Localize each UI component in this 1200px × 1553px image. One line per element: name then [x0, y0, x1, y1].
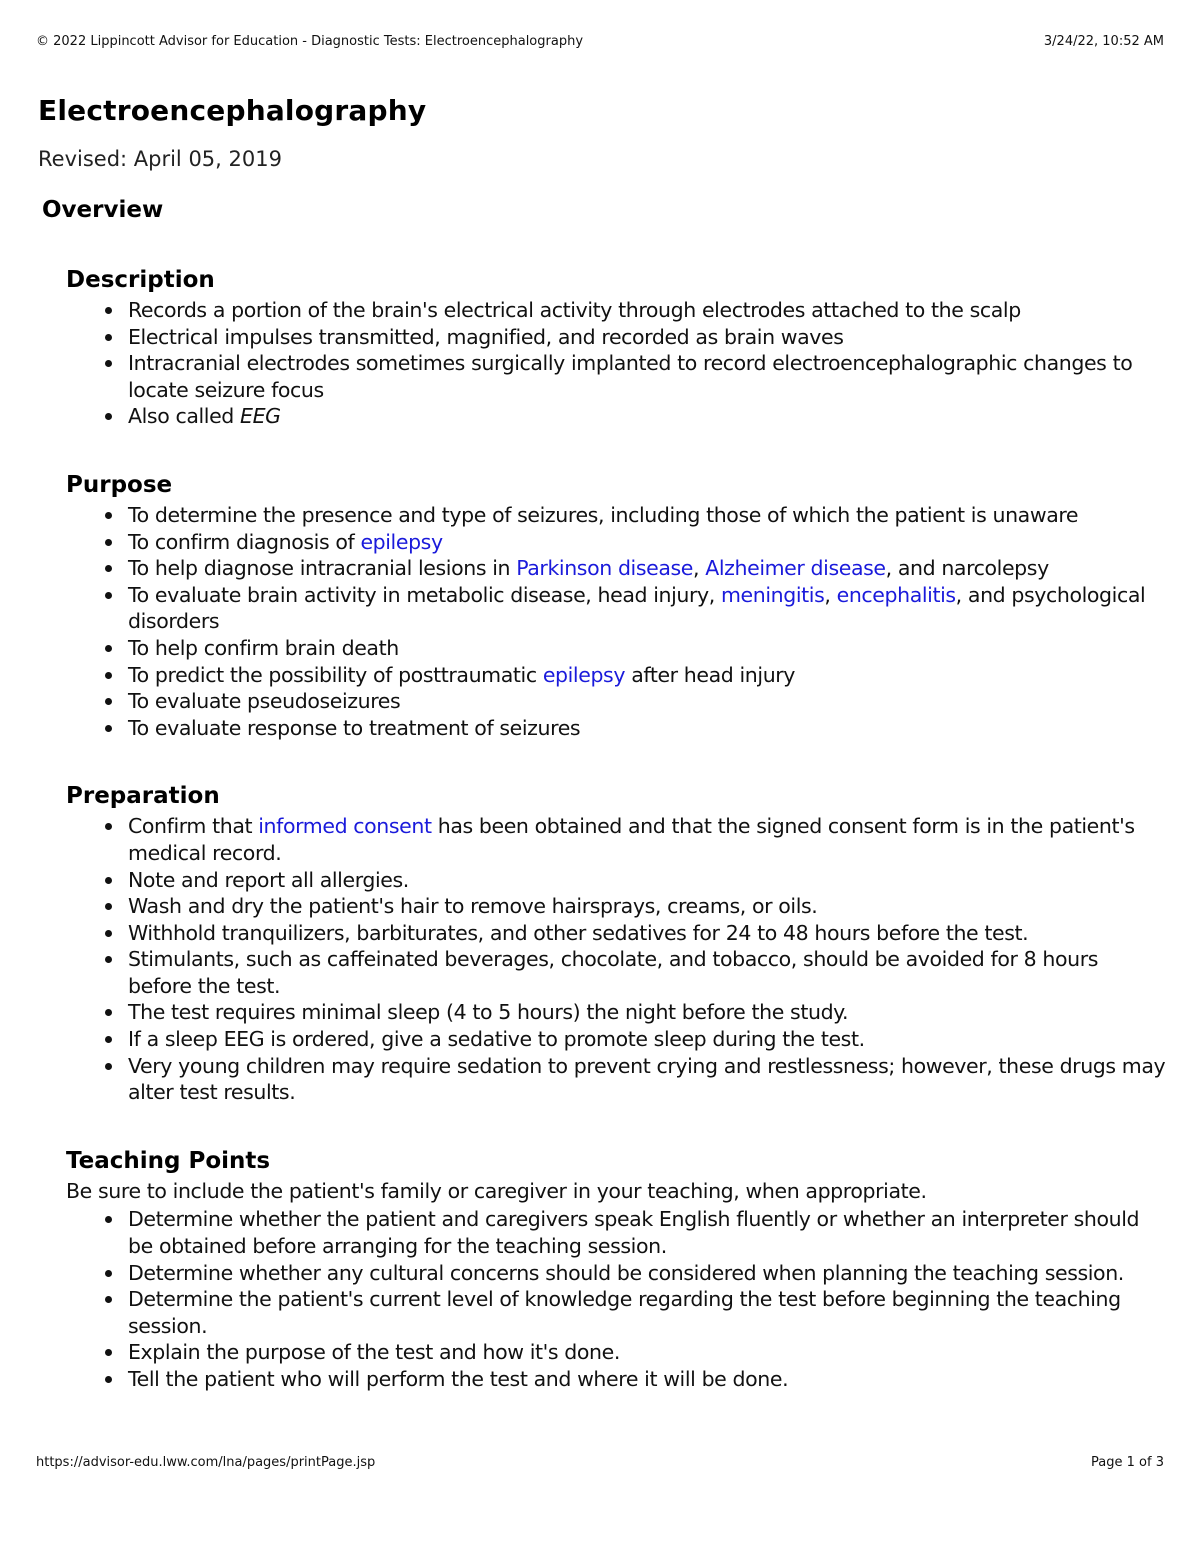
- list-item: Stimulants, such as caffeinated beverages, chocolate, and tobacco, should be avoided for 8 hours before the test.: [66, 946, 1166, 999]
- list-item: To evaluate brain activity in metabolic disease, head injury, meningitis, encephalitis, and psychological disorders: [66, 582, 1166, 635]
- teaching-points-heading: Teaching Points: [66, 1147, 271, 1174]
- purpose-section: [66, 470, 1166, 741]
- list-item: Determine whether the patient and caregivers speak English fluently or whether an interpreter should be obtained before arranging for the teaching session.: [66, 1206, 1166, 1259]
- list-item: If a sleep EEG is ordered, give a sedative to promote sleep during the test.: [66, 1026, 1166, 1053]
- list-item: Records a portion of the brain's electrical activity through electrodes attached to the scalp: [66, 297, 1166, 324]
- list-item: Very young children may require sedation to prevent crying and restlessness; however, these drugs may alter test results.: [66, 1053, 1166, 1106]
- parkinson-disease-link[interactable]: Parkinson disease: [516, 556, 693, 581]
- description-heading: Description: [66, 267, 215, 293]
- description-list: [66, 297, 1166, 430]
- alzheimer-disease-link[interactable]: Alzheimer disease: [705, 556, 886, 581]
- list-item: To confirm diagnosis of epilepsy: [66, 529, 1166, 556]
- list-item: Determine whether any cultural concerns should be considered when planning the teaching session.: [66, 1260, 1166, 1287]
- informed-consent-link[interactable]: informed consent: [258, 814, 432, 839]
- list-item: To help confirm brain death: [66, 635, 1166, 662]
- list-item: To predict the possibility of posttraumatic epilepsy after head injury: [66, 662, 1166, 689]
- preparation-list: [66, 813, 1166, 1106]
- page-number: Page 1 of 3: [1091, 1455, 1164, 1470]
- list-item: The test requires minimal sleep (4 to 5 hours) the night before the study.: [66, 999, 1166, 1026]
- list-item: Explain the purpose of the test and how it's done.: [66, 1339, 1166, 1366]
- also-called-text: Also called: [128, 404, 241, 429]
- epilepsy-link[interactable]: epilepsy: [360, 529, 443, 554]
- list-item: Determine the patient's current level of knowledge regarding the test before beginning the teaching session.: [66, 1286, 1166, 1339]
- teaching-points-section: [66, 1146, 1166, 1393]
- teaching-intro: Be sure to include the patient's family or caregiver in your teaching, when appropriate.: [66, 1178, 927, 1203]
- purpose-list: [66, 502, 1166, 741]
- list-item: To evaluate pseudoseizures: [66, 688, 1166, 715]
- footer-url: https://advisor-edu.lww.com/lna/pages/printPage.jsp: [36, 1455, 376, 1470]
- preparation-heading: Preparation: [66, 783, 220, 810]
- page-title: Electroencephalography: [38, 94, 427, 127]
- meningitis-link[interactable]: meningitis: [720, 582, 825, 607]
- header-source: © 2022 Lippincott Advisor for Education - Diagnostic Tests: Electroencephalography: [36, 34, 584, 49]
- preparation-section: [66, 781, 1166, 1106]
- print-footer: [36, 1455, 1164, 1470]
- list-item: To help diagnose intracranial lesions in Parkinson disease, Alzheimer disease, and narcolepsy: [66, 555, 1166, 582]
- purpose-heading: Purpose: [66, 471, 173, 498]
- teaching-list: [66, 1206, 1166, 1392]
- epilepsy-link[interactable]: epilepsy: [542, 662, 626, 687]
- list-item: Electrical impulses transmitted, magnified, and recorded as brain waves: [66, 324, 1166, 351]
- list-item: Intracranial electrodes sometimes surgically implanted to record electroencephalographic changes to locate seizure focus: [66, 350, 1166, 403]
- encephalitis-link[interactable]: encephalitis: [836, 582, 956, 607]
- list-item: Tell the patient who will perform the test and where it will be done.: [66, 1366, 1166, 1393]
- overview-heading: Overview: [42, 197, 164, 223]
- revised-date: Revised: April 05, 2019: [38, 147, 282, 171]
- list-item: To determine the presence and type of seizures, including those of which the patient is unaware: [66, 502, 1166, 529]
- list-item: Withhold tranquilizers, barbiturates, and other sedatives for 24 to 48 hours before the test.: [66, 920, 1166, 947]
- article-content: [66, 265, 1166, 1393]
- description-section: [66, 265, 1166, 430]
- list-item: Wash and dry the patient's hair to remove hairsprays, creams, or oils.: [66, 893, 1166, 920]
- eeg-term: EEG: [240, 404, 281, 429]
- list-item: [66, 403, 1166, 430]
- header-timestamp: 3/24/22, 10:52 AM: [1043, 34, 1164, 49]
- list-item: To evaluate response to treatment of seizures: [66, 715, 1166, 742]
- print-header: [36, 34, 1164, 49]
- list-item: Confirm that informed consent has been obtained and that the signed consent form is in the patient's medical record.: [66, 813, 1166, 866]
- list-item: Note and report all allergies.: [66, 867, 1166, 894]
